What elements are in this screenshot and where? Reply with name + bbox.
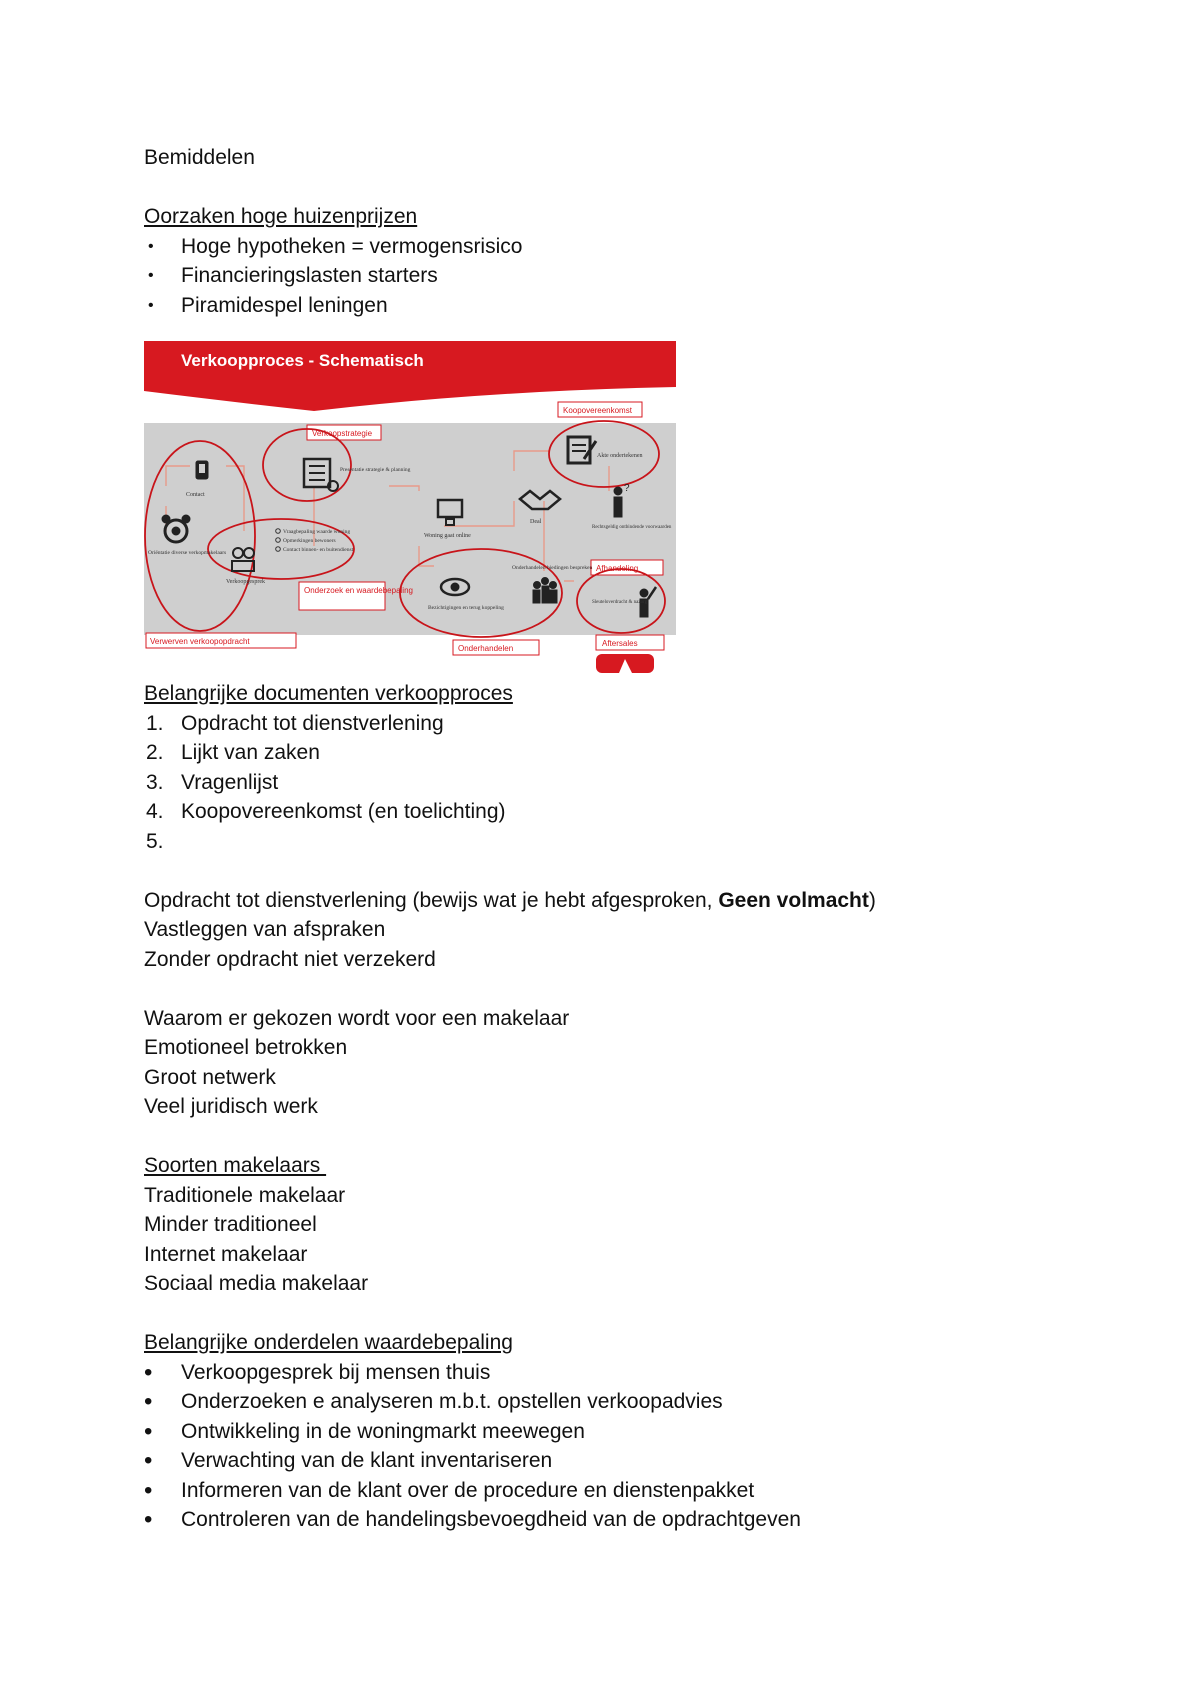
step-bezichtigingen: Bezichtigingen en terug koppeling — [428, 605, 504, 611]
phase-aftersales: Aftersales — [602, 639, 638, 648]
causes-list — [144, 232, 1104, 321]
list-item: • Hoge hypotheken = vermogensrisico — [144, 232, 1104, 262]
step-akte: Akte ondertekenen — [597, 453, 643, 459]
opdracht-line: Opdracht tot dienstverlening (bewijs wat je hebt afgesproken, Geen volmacht) — [144, 888, 876, 912]
page-title: Bemiddelen — [144, 146, 255, 169]
onderdelen-heading: Belangrijke onderdelen waardebepaling — [144, 1331, 513, 1354]
documents-heading: Belangrijke documenten verkoopproces — [144, 682, 513, 705]
step-verkoopgesprek: Verkoopgesprek — [226, 579, 265, 585]
bullet-icon: • — [144, 1506, 153, 1533]
checklist-item: Vraagbepaling waarde woning — [283, 529, 351, 535]
bullet-icon: • — [144, 1388, 153, 1415]
list-item: • Piramidespel leningen — [144, 291, 1104, 321]
step-deal: Deal — [530, 519, 542, 525]
bullet-icon: • — [148, 267, 154, 284]
step-woning-online: Woning gaat online — [424, 533, 471, 539]
text-line: Vastleggen van afspraken — [144, 918, 386, 941]
list-item: • Informeren van de klant over de procedure en dienstenpakket — [144, 1476, 755, 1504]
step-presentatie: Presentatie strategie & planning — [340, 467, 411, 473]
checklist-item: Contact binnen- en buitendienst — [283, 547, 354, 553]
text-line: Emotioneel betrokken — [144, 1036, 348, 1059]
checklist-item: Opmerkingen bewoners — [283, 538, 336, 544]
list-item: • Verwachting van de klant inventariseren — [144, 1447, 553, 1474]
phase-verkoopstrategie: Verkoopstrategie — [312, 429, 373, 438]
text-line: Minder traditioneel — [144, 1213, 317, 1236]
list-item: 5. — [146, 829, 164, 853]
document-page — [144, 143, 1104, 1535]
list-item: 1. Opdracht tot dienstverlening — [146, 711, 444, 735]
phase-onderzoek: Onderzoek en waardebepaling — [304, 586, 413, 595]
step-onderhandelingen: Onderhandelen biedingen bespreken — [512, 565, 593, 571]
text-line: Veel juridisch werk — [144, 1095, 318, 1118]
text-line: Internet makelaar — [144, 1242, 308, 1266]
bullet-icon: • — [148, 296, 154, 314]
list-item: 4. Koopovereenkomst (en toelichting) — [146, 800, 506, 823]
step-orientatie: Oriëntatie diverse verkopmakelaars — [148, 550, 227, 556]
list-item: 3. Vragenlijst — [146, 770, 279, 794]
group-icon — [533, 578, 557, 604]
phone-icon — [196, 461, 208, 479]
list-item: • Controleren van de handelingsbevoegdheid van de opdrachtgeven — [144, 1506, 801, 1533]
emphasis: Geen volmacht — [718, 888, 869, 912]
step-contact: Contact — [186, 492, 205, 498]
text-line: Groot netwerk — [144, 1065, 276, 1089]
bullet-icon: • — [144, 1417, 153, 1445]
text-line: Traditionele makelaar — [144, 1183, 346, 1207]
diagram-title: Verkoopproces - Schematisch — [181, 351, 424, 370]
phase-onderhandelen: Onderhandelen — [458, 644, 514, 653]
text-line: Sociaal media makelaar — [144, 1272, 369, 1295]
bullet-icon: • — [148, 237, 154, 255]
step-sleuteloverdracht: Sleuteloverdracht & nazorg — [592, 600, 648, 605]
text-line: Waarom er gekozen wordt voor een makelaar — [144, 1006, 570, 1030]
list-item: • Onderzoeken e analyseren m.b.t. opstellen verkoopadvies — [144, 1388, 723, 1415]
list-item: • Ontwikkeling in de woningmarkt meewegen — [144, 1417, 585, 1445]
bullet-icon: • — [144, 1476, 153, 1504]
phase-afhandeling: Afhandeling — [596, 564, 639, 573]
documents-list — [144, 709, 1104, 857]
causes-heading: Oorzaken hoge huizenprijzen — [144, 205, 418, 228]
text-line: Zonder opdracht niet verzekerd — [144, 947, 436, 971]
svg-text:?: ? — [624, 483, 630, 494]
list-item: • Verkoopgesprek bij mensen thuis — [144, 1358, 491, 1386]
phase-koopovereenkomst: Koopovereenkomst — [563, 406, 632, 415]
onderdelen-list — [144, 1358, 1104, 1535]
bullet-icon: • — [144, 1358, 153, 1386]
list-item: 2. Lijkt van zaken — [146, 741, 320, 764]
soorten-heading: Soorten makelaars — [144, 1154, 327, 1177]
phase-verwerven: Verwerven verkoopopdracht — [150, 637, 250, 646]
verkoopproces-diagram — [144, 341, 676, 673]
bullet-icon: • — [144, 1447, 153, 1474]
list-item: • Financieringslasten starters — [144, 261, 1104, 291]
step-rechtsgeldig: Rechtsgeldig ontbindende voorwaarden — [592, 525, 672, 530]
